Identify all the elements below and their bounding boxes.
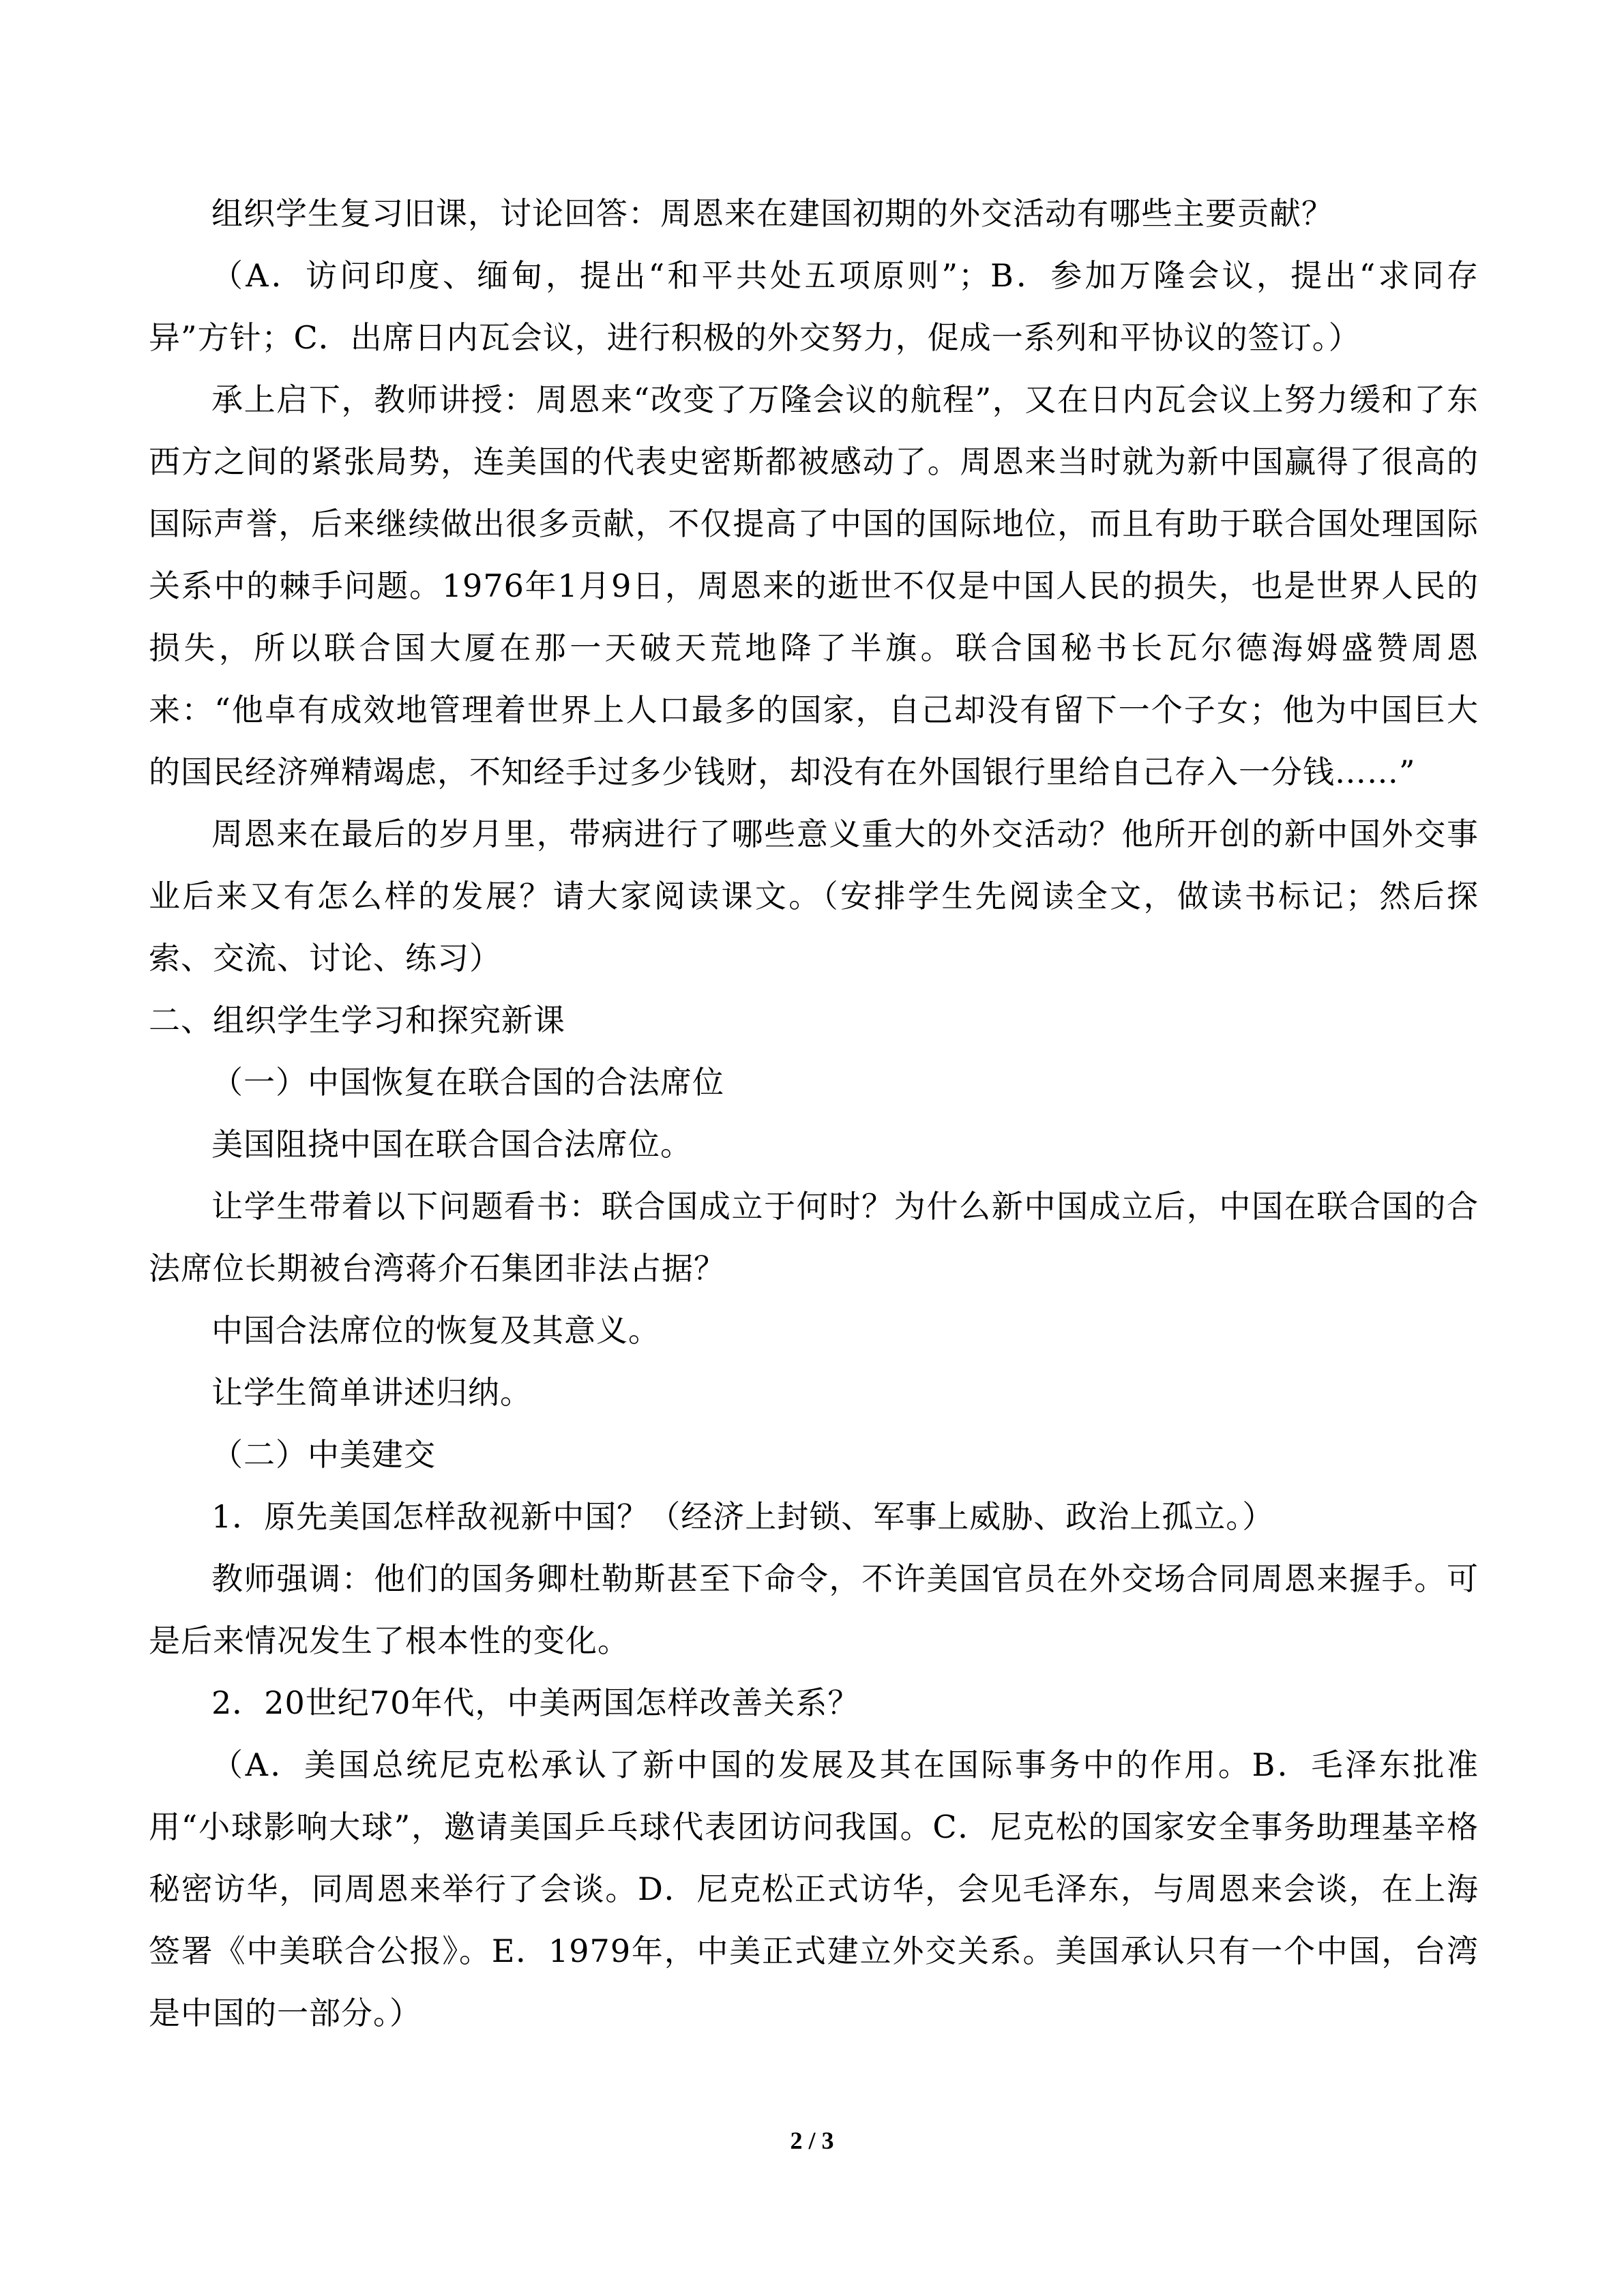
paragraph-review-question: 组织学生复习旧课，讨论回答：周恩来在建国初期的外交活动有哪些主要贡献？ <box>211 195 1333 232</box>
section-heading-new-lesson: 二、组织学生学习和探究新课 <box>149 1002 565 1039</box>
paragraph-reading-questions: 让学生带着以下问题看书：联合国成立于何时？为什么新中国成立后，中国在联合国的合法席位长期被台湾蒋介石集团非法占据？ <box>149 1188 1479 1287</box>
page-number: 2 / 3 <box>790 2127 834 2154</box>
question-2: 2．20世纪70年代，中美两国怎样改善关系？ <box>211 1684 860 1721</box>
paragraph-us-obstruction: 美国阻挠中国在联合国合法席位。 <box>211 1126 692 1163</box>
paragraph-teacher-emphasis: 教师强调：他们的国务卿杜勒斯甚至下命令，不许美国官员在外交场合同周恩来握手。可是后来情况发生了根本性的变化。 <box>149 1560 1479 1659</box>
question-1: 1．原先美国怎样敌视新中国？（经济上封锁、军事上威胁、政治上孤立。） <box>211 1498 1275 1535</box>
answer-2: （A．美国总统尼克松承认了新中国的发展及其在国际事务中的作用。B．毛泽东批准用“小球影响大球”，邀请美国乒乓球代表团访问我国。C．尼克松的国家安全事务助理基辛格秘密访华，同周恩来举行了会谈。D．尼克松正式访华，会见毛泽东，与周恩来会谈，在上海签署《中美联合公报》。E．1979年，中美正式建立外交关系。美国承认只有一个中国，台湾是中国的一部分。） <box>149 1746 1479 2031</box>
paragraph-review-answer: （A．访问印度、缅甸，提出“和平共处五项原则”；B．参加万隆会议，提出“求同存异”方针；C．出席日内瓦会议，进行积极的外交努力，促成一系列和平协议的签订。） <box>149 257 1479 356</box>
subsection-heading-un-seat: （一）中国恢复在联合国的合法席位 <box>211 1064 724 1101</box>
paragraph-teacher-lecture: 承上启下，教师讲授：周恩来“改变了万隆会议的航程”，又在日内瓦会议上努力缓和了东西方之间的紧张局势，连美国的代表史密斯都被感动了。周恩来当时就为新中国赢得了很高的国际声誉，后来继续做出很多贡献，不仅提高了中国的国际地位，而且有助于联合国处理国际关系中的棘手问题。1976年1月9日，周恩来的逝世不仅是中国人民的损失，也是世界人民的损失，所以联合国大厦在那一天破天荒地降了半旗。联合国秘书长瓦尔德海姆盛赞周恩来：“他卓有成效地管理着世界上人口最多的国家，自己却没有留下一个子女；他为中国巨大的国民经济殚精竭虑，不知经手过多少钱财，却没有在外国银行里给自己存入一分钱……” <box>149 381 1479 790</box>
subsection-heading-sino-us: （二）中美建交 <box>211 1436 436 1473</box>
document-body <box>149 183 1479 2044</box>
paragraph-reading-task: 周恩来在最后的岁月里，带病进行了哪些意义重大的外交活动？他所开创的新中国外交事业后来又有怎么样的发展？请大家阅读课文。（安排学生先阅读全文，做读书标记；然后探索、交流、讨论、练习） <box>149 816 1479 976</box>
paragraph-summary-task: 让学生简单讲述归纳。 <box>211 1374 532 1411</box>
paragraph-seat-restoration: 中国合法席位的恢复及其意义。 <box>211 1312 660 1349</box>
